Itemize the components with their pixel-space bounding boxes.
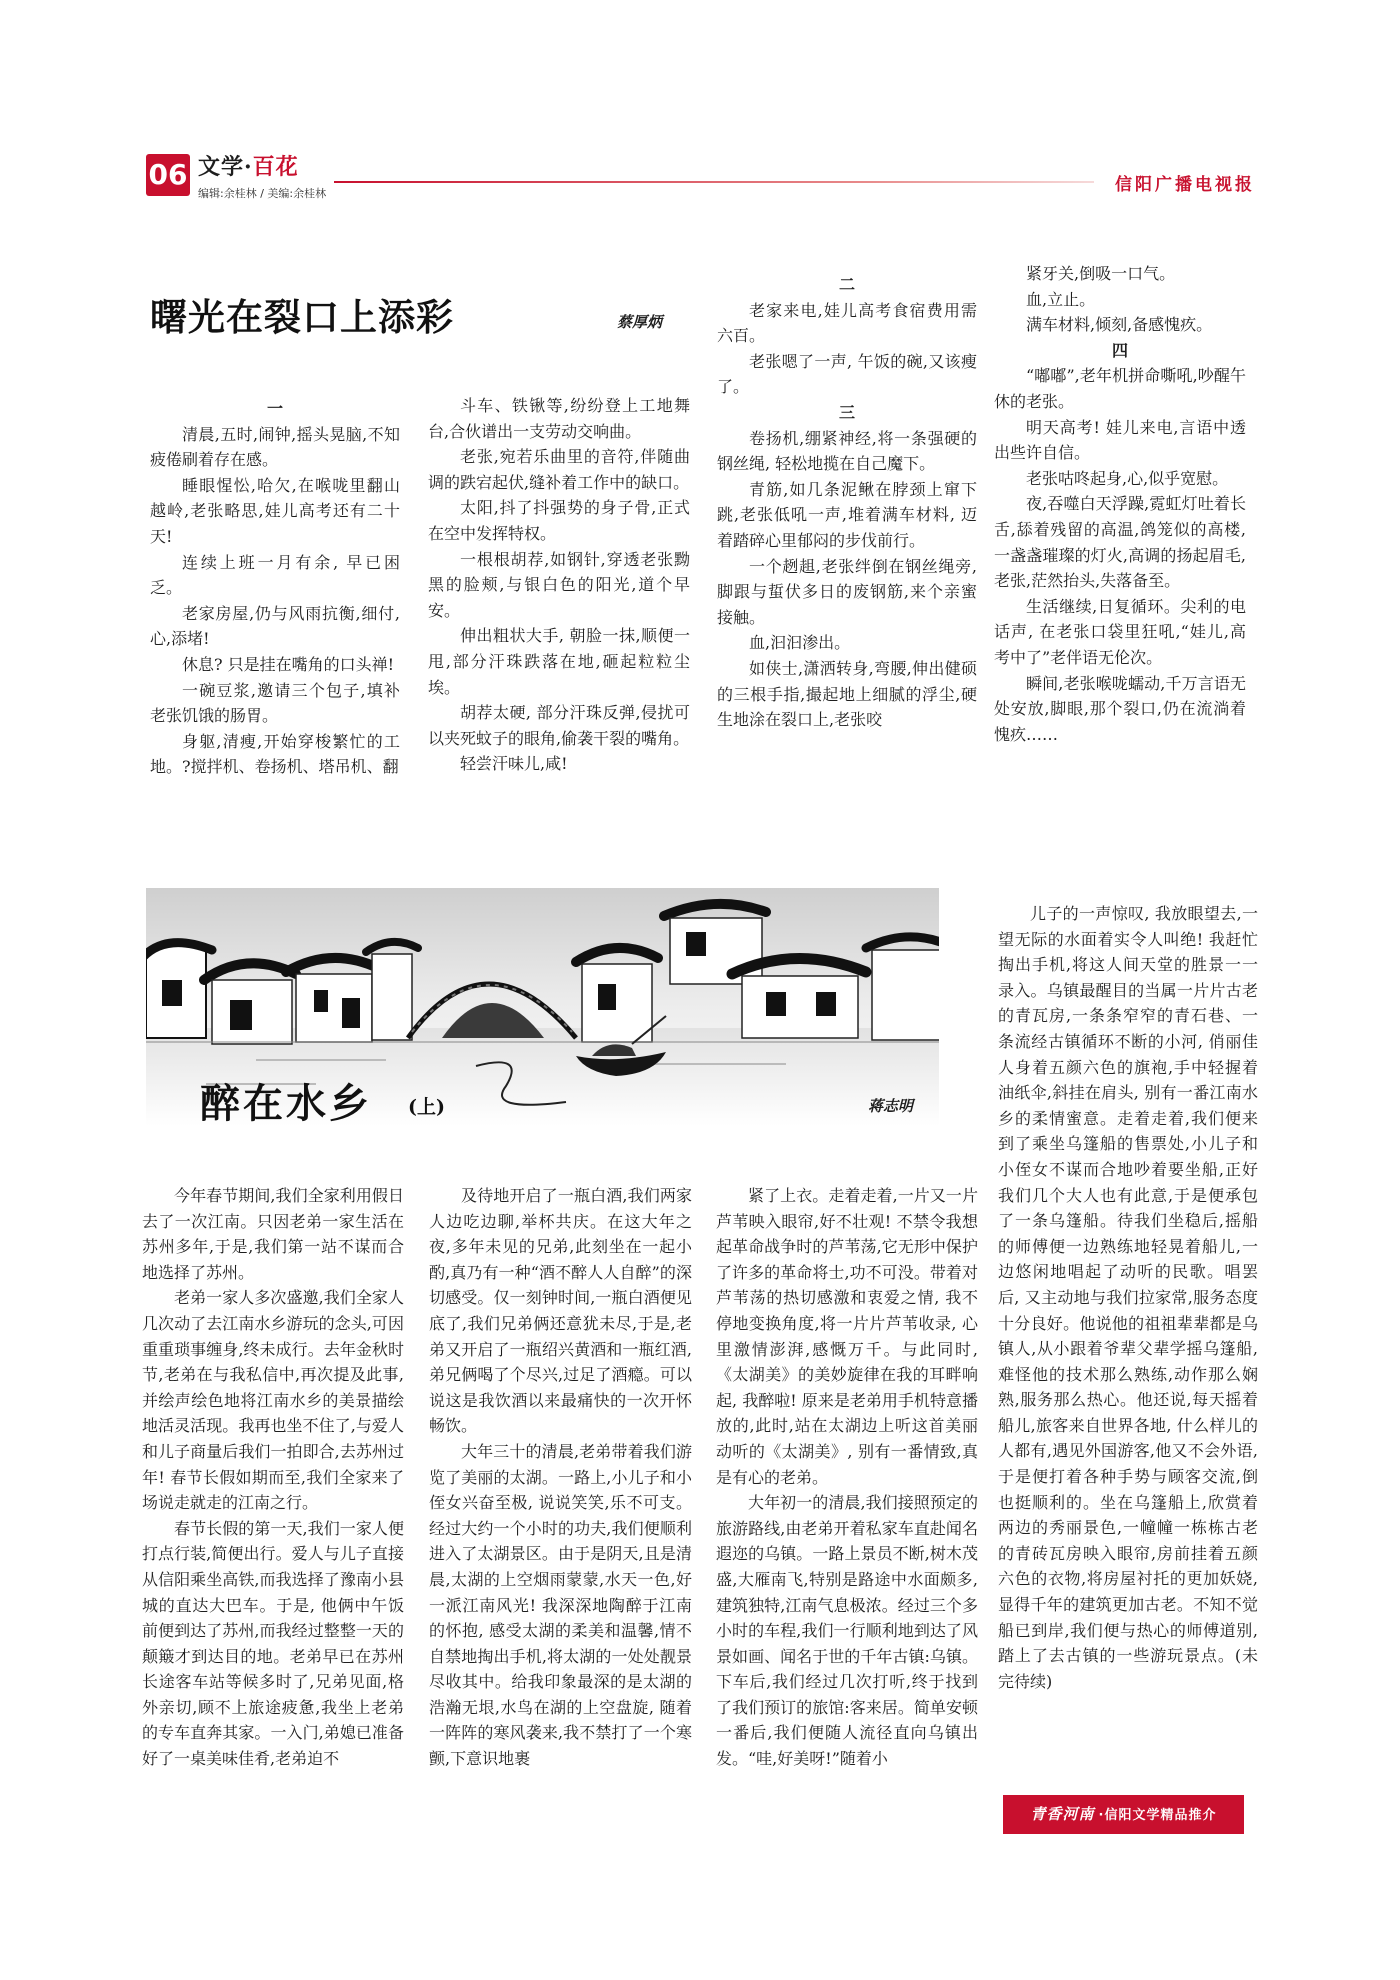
editor-credits: 编辑:余桂林 / 美编:余桂林 xyxy=(198,187,327,200)
paragraph: 紧了上衣。走着走着,一片又一片芦苇映入眼帘,好不壮观! 不禁令我想起革命战争时的芦苇荡,它无形中保护了许多的革命将士,功不可没。带着对芦苇荡的热切感激和衷爱之情, 我不停地变换角度,将一片片芦苇收录, 心里激情澎湃,感慨万千。与此同时,《太湖美》的美妙旋律在我的耳畔响起, 我醉啦! 原来是老弟用手机特意播放的,此时,站在太湖边上听这首美丽动听的《太湖美》, 别有一番情致,真是有心的老弟。 xyxy=(716,1186,978,1487)
paragraph: 连续上班一月有余, 早已困乏。 xyxy=(150,552,400,598)
article2-author: 蒋志明 xyxy=(868,1097,914,1115)
paragraph: 斗车、铁锹等,纷纷登上工地舞台,合伙谱出一支劳动交响曲。 xyxy=(428,396,690,441)
badge-script-text: 青香河南 xyxy=(1030,1805,1095,1823)
paragraph: 紧牙关,倒吸一口气。 xyxy=(1026,264,1176,283)
paragraph: 春节长假的第一天,我们一家人便打点行装,简便出行。爱人与儿子直接从信阳乘坐高铁,而我选择了豫南小县城的直达大巴车。于是, 他俩中午饭前便到达了苏州,而我经过整整一天的颠簸才到达目的地。老弟早已在苏州长途客车站等候多时了,兄弟见面,格外亲切,顾不上旅途疲惫,我坐上老弟的专车直奔其家。一入门,弟媳已准备好了一桌美味佳肴,老弟迫不 xyxy=(142,1518,404,1769)
paragraph: 大年初一的清晨,我们接照预定的旅游路线,由老弟开着私家车直赴闻名遐迩的乌镇。一路上景员不断,树木茂盛,大雁南飞,特别是路途中水面颇多,建筑独特,江南气息极浓。经过三个多小时的车程,我们一行顺利地到达了风景如画、闻名于世的千年古镇:乌镇。下车后,我们经过几次打听,终于找到了我们预订的旅馆:客来居。简单安顿一番后,我们便随人流径直向乌镇出发。“哇,好美呀!”随着小 xyxy=(716,1493,978,1769)
article2-column-3 xyxy=(716,1183,978,1772)
paragraph: 今年春节期间,我们全家利用假日去了一次江南。只因老弟一家生活在苏州多年,于是,我们第一站不谋而合地选择了苏州。 xyxy=(142,1186,404,1282)
section-number: 三 xyxy=(838,402,855,422)
paragraph: 伸出粗状大手, 朝脸一抹,顺便一甩,部分汗珠跌落在地,砸起粒粒尘埃。 xyxy=(428,626,690,697)
paragraph: 一个趔趄,老张绊倒在钢丝绳旁,脚跟与蜇伏多日的废钢筋,来个亲蜜接触。 xyxy=(717,556,977,627)
page-number: 06 xyxy=(146,154,190,196)
paragraph: 休息? 只是挂在嘴角的口头禅! xyxy=(182,654,395,674)
article2-column-4 xyxy=(998,901,1258,1694)
paragraph: 老张咕咚起身,心,似乎宽慰。 xyxy=(1026,468,1229,488)
paragraph: 血,汩汩渗出。 xyxy=(749,633,851,653)
paragraph: 清晨,五时,闹钟,摇头晃脑,不知疲倦刷着存在感。 xyxy=(150,424,400,470)
paragraph: 大年三十的清晨,老弟带着我们游览了美丽的太湖。一路上,小儿子和小侄女兴奋至极, 说说笑笑,乐不可支。经过大约一个小时的功夫,我们便顺利进入了太湖景区。由于是阴天,且是清晨,太湖的上空烟雨蒙蒙,水天一色,好一派江南风光! 我深深地陶醉于江南的怀抱, 感受太湖的柔美和温馨,情不自禁地掏出手机,将太湖的一处处靓景尽收其中。给我印象最深的是太湖的浩瀚无垠,水鸟在湖的上空盘旋, 随着一阵阵的寒风袭来,我不禁打了一个寒颤,下意识地裹 xyxy=(429,1441,692,1769)
article1-column-1 xyxy=(150,396,400,780)
article2-subtitle: (上) xyxy=(408,1096,445,1118)
paragraph: 一碗豆浆,邀请三个包子,填补老张饥饿的肠胃。 xyxy=(150,680,400,726)
column-title xyxy=(198,150,299,181)
paragraph: 老弟一家人多次盛邀,我们全家人几次动了去江南水乡游玩的念头,可因重重琐事缠身,终未成行。去年金秋时节,老弟在与我私信中,再次提及此事,并绘声绘色地将江南水乡的美景描绘地活灵活现。我再也坐不住了,与爱人和儿子商量后我们一拍即合,去苏州过年! 春节长假如期而至,我们全家来了场说走就走的江南之行。 xyxy=(142,1288,404,1513)
paragraph: 血,立止。 xyxy=(1026,289,1096,309)
section-number: 二 xyxy=(838,275,855,294)
paragraph: 老家来电,娃儿高考食宿费用需六百。 xyxy=(717,300,977,346)
paragraph: 轻尝汗味儿,咸! xyxy=(460,754,568,774)
paragraph: 如侠士,潇洒转身,弯腰,伸出健硕的三根手指,撮起地上细腻的浮尘,硬生地涂在裂口上,老张咬 xyxy=(717,658,977,730)
article1-column-4 xyxy=(994,261,1246,747)
paragraph: 明天高考! 娃儿来电,言语中透出些许自信。 xyxy=(994,417,1246,463)
paragraph: 身躯,清瘦,开始穿梭繁忙的工地。?搅拌机、卷扬机、塔吊机、翻 xyxy=(150,731,400,777)
column-highlight: 百花 xyxy=(252,154,299,180)
paragraph: 睡眼惺忪,哈欠,在喉咙里翻山越岭,老张略思,娃儿高考还有二十天! xyxy=(150,475,400,546)
paragraph: 瞬间,老张喉咙蠕动,千万言语无处安放,脚眼,那个裂口,仍在流淌着愧疚…… xyxy=(994,673,1246,744)
section-number: 四 xyxy=(1111,340,1128,360)
article1-title: 曙光在裂口上添彩 xyxy=(150,296,454,339)
article1-author: 蔡厚炳 xyxy=(617,313,663,331)
article1-column-3 xyxy=(717,272,977,733)
article2-title: 醉在水乡 xyxy=(200,1081,372,1127)
literature-recommend-badge xyxy=(1003,1795,1244,1834)
article2-column-1 xyxy=(142,1183,404,1772)
paragraph: 一根根胡荐,如钢针,穿透老张黝黑的脸颊,与银白色的阳光,道个早安。 xyxy=(428,549,690,620)
paragraph: 夜,吞噬白天浮躁,霓虹灯吐着长舌,舔着残留的高温,鸽笼似的高楼,一盏盏璀璨的灯火,高调的扬起眉毛,老张,茫然抬头,失落备至。 xyxy=(994,494,1246,591)
article2-column-2 xyxy=(429,1183,692,1772)
paragraph: 太阳,抖了抖强势的身子骨,正式在空中发挥特权。 xyxy=(428,498,690,543)
article1-column-2 xyxy=(428,393,690,777)
paragraph: 卷扬机,绷紧神经,将一条强硬的钢丝绳, 轻松地揽在自己魔下。 xyxy=(717,428,977,474)
paragraph: 老张,宛若乐曲里的音符,伴随曲调的跌宕起伏,缝补着工作中的缺口。 xyxy=(428,447,690,492)
paragraph: 满车材料,倾刻,备感愧疚。 xyxy=(1026,315,1213,335)
paragraph: 及待地开启了一瓶白酒,我们两家人边吃边聊,举杯共庆。在这大年之夜,多年未见的兄弟,此刻坐在一起小酌,真乃有一种“酒不醉人人自醉”的深切感受。仅一刻钟时间,一瓶白酒便见底了,我们兄弟俩还意犹未尽,于是,老弟又开启了一瓶绍兴黄酒和一瓶红酒,弟兄俩喝了个尽兴,过足了酒瘾。可以说这是我饮酒以来最痛快的一次开怀畅饮。 xyxy=(429,1186,692,1436)
paragraph: 胡荐太硬, 部分汗珠反弹,侵扰可以夹死蚊子的眼角,偷袭干裂的嘴角。 xyxy=(428,703,690,748)
paragraph: 儿子的一声惊叹, 我放眼望去,一望无际的水面着实令人叫绝! 我赶忙掏出手机,将这人间天堂的胜景一一录入。乌镇最醒目的当属一片片古老的青瓦房,一条条窄窄的青石巷、一条流经古镇循环不断的小河, 俏丽佳人身着五颜六色的旗袍,手中轻握着油纸伞,斜挂在肩头, 别有一番江南水乡的柔情蜜意。走着走着,我们便来到了乘坐乌篷船的售票处,小儿子和小侄女不谋而合地吵着要坐船,正好我们几个大人也有此意,于是便承包了一条乌篷船。待我们坐稳后,摇船的师傅便一边熟练地轻晃着船儿,一边悠闲地唱起了动听的民歌。唱罢后, 又主动地与我们拉家常,服务态度十分良好。他说他的祖祖辈辈都是乌镇人,从小跟着爷辈父辈学摇乌篷船,难怪他的技术那么熟练,动作那么娴熟,服务那么热心。他还说,每天摇着船儿,旅客来自世界各地, 什么样儿的人都有,遇见外国游客,他又不会外语,于是便打着各种手势与顾客交流,倒也挺顺利的。坐在乌篷船上,欣赏着两边的秀丽景色,一幢幢一栋栋古老的青砖瓦房映入眼帘,房前挂着五颜六色的衣物,将房屋衬托的更加妖娆, 显得千年的建筑更加古老。不知不觉船已到岸,我们便与热心的师傅道别,踏上了去古镇的一些游玩景点。(未完待续) xyxy=(998,904,1258,1691)
paragraph: 老家房屋,仍与风雨抗衡,细付,心,添堵! xyxy=(150,603,400,649)
header-rule xyxy=(334,181,1094,183)
paragraph: 老张嗯了一声, 午饭的碗,又该瘦了。 xyxy=(717,351,977,397)
paragraph: 青筋,如几条泥鳅在脖颈上窜下跳,老张低吼一声,堆着满车材料, 迈着踏碎心里郁闷的步伐前行。 xyxy=(717,479,977,550)
column-prefix: 文学· xyxy=(198,154,253,180)
badge-label: ·信阳文学精品推介 xyxy=(1098,1808,1217,1823)
section-number: 一 xyxy=(266,399,283,418)
paragraph: “嘟嘟”,老年机拼命嘶吼,吵醒午休的老张。 xyxy=(994,366,1246,411)
paragraph: 生活继续,日复循环。尖利的电话声, 在老张口袋里狂吼,“娃儿,高考中了”老伴语无伦次。 xyxy=(994,596,1246,667)
paper-name: 信阳广播电视报 xyxy=(1115,175,1255,195)
